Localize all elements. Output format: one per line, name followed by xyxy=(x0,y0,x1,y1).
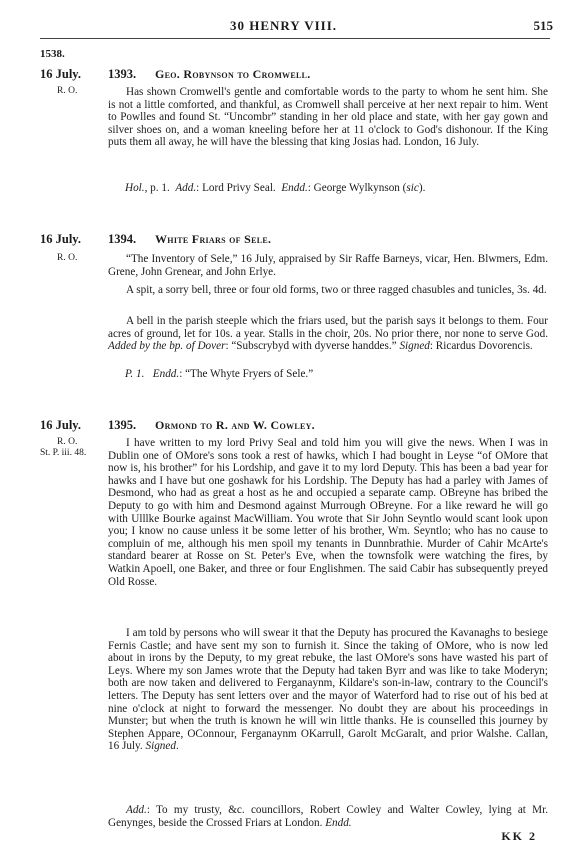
running-head xyxy=(0,18,567,34)
header-rule xyxy=(40,38,550,39)
entry-date: 16 July. xyxy=(40,232,81,246)
meta-hol: Hol. xyxy=(125,182,145,194)
entry-title: Geo. Robynson to Cromwell. xyxy=(155,67,311,81)
running-title: 30 HENRY VIII. xyxy=(229,18,338,33)
entry-paragraph: “The Inventory of Sele,” 16 July, appraised by Sir Raffe Barneys, vicar, Hen. Blwmers, Edm. Grene, John Grenear, and John Erlye. xyxy=(108,253,548,278)
entry-title: White Friars of Sele. xyxy=(155,232,272,246)
entry-date: 16 July. xyxy=(40,418,81,432)
entry-meta: Add.: To my trusty, &c. councillors, Robert Cowley and Walter Cowley, lying at Mr. Genynges, beside the Crossed Friars at London. Endd. xyxy=(108,804,548,829)
entry-source: R. O. xyxy=(57,437,78,447)
entry-paragraph: A spit, a sorry bell, three or four old forms, two or three ragged chasubles and tunicles, 3s. 4d. xyxy=(126,284,547,296)
signature-mark: KK 2 xyxy=(501,829,537,843)
entry-meta: Hol., p. 1. Add.: Lord Privy Seal. Endd.: George Wylkynson (sic). xyxy=(125,182,426,194)
entry-date: 16 July. xyxy=(40,67,81,81)
entry-paragraph: I have written to my lord Privy Seal and told him you will give the news. When I was in Dublin one of OMore's sons took a rest of hawks, which I had bought in Leyse “of OMore that now is, his brother” for his Lordship, and gave it to my lord Deputy. This has been a bad year for hawks and I have but one goshawk for his Lordship. The Deputy has had a parley with James of Desmond, who had as great a host as he and occupied a separate camp. OBreyne has bribed the Deputy to go with him and Desmond against Murrough OBreyne. For a like reward he will go with Ulllke Bourke against MacWilliam. You wrote that Sir John Seyntlo would scant look upon you; I know no cause unless it be some letter of his brother, Wm. Seyntlo; who has no cause to compluin of me, although his men spoil my tenants in Dunnbrathie. Murder of Cahir McArte's standard bearer at Rosse on St. Peter's Eve, when the townsfolk were watching the fires, by Watkin Apoell, one Baker, and three or four Englishmen. The said Cabir has subsequently preyed Old Rosse. xyxy=(108,437,548,588)
entry-title: Ormond to R. and W. Cowley. xyxy=(155,418,315,432)
entry-paragraph: Has shown Cromwell's gentle and comfortable words to the party to whom he sent him. She is not a little comforted, and thankful, as Cromwell shall perceive at her next repair to him. Went to Powlles and found St. “Uncombr” standing in her old place and state, with her gay gown and silver shoes on, and a woman kneeling before her at 11 o'clock to God's dishonour. If the King puts them all away, he will have the blessing that king Josias had. London, 16 July. xyxy=(108,86,548,149)
page-number: 515 xyxy=(533,18,553,33)
year-label: 1538. xyxy=(40,48,65,60)
entry-source: R. O. xyxy=(57,253,78,263)
entry-paragraph: A bell in the parish steeple which the friars used, but the parish says it belongs to them. Four acres of ground, let for 10s. a year. Stalls in the choir, 20s. No prior there, nor none to serve God. Added by the bp. of Dover: “Subscrybyd with dyverse handdes.” Signed: Ricardus Dovorencis. xyxy=(108,315,548,353)
entry-source: R. O. xyxy=(57,86,78,96)
entry-number: 1393. xyxy=(108,67,137,81)
meta-add-label: Add. xyxy=(175,182,197,194)
entry-source: St. P. iii. 48. xyxy=(40,448,87,458)
entry-paragraph: I am told by persons who will swear it that the Deputy has procured the Kavanaghs to besiege Fernis Castle; and have sent my son to furnish it. Since the taking of OMore, who is now led about in irons by the Deputy, to my great rebuke, the last OMore's sons have wasted his part of Leys. Where my son James wrote that the Deputy had taken Byrr and was like to take Moderyn; both are now taken and delivered to Ferganaynm, Kildare's son-in-law, contrary to the Council's letters. The Deputy has sent letters over and the mayor of Waterford had to rise out of his bed at nine o'clock at night to forward the messenger. No doubt they are about his proceedings in Munster; but when the truth is known he will win little thanks. He is counselled this journey by Stephen Appare, OConnour, Ferganaynm OKarrull, Garolt McGaralt, and prior Walshe. Callan, 16 July. Signed. xyxy=(108,627,548,753)
meta-endd-label: Endd. xyxy=(281,182,308,194)
entry-meta: P. 1. Endd.: “The Whyte Fryers of Sele.” xyxy=(125,368,314,380)
entry-number: 1395. xyxy=(108,418,137,432)
entry-number: 1394. xyxy=(108,232,137,246)
